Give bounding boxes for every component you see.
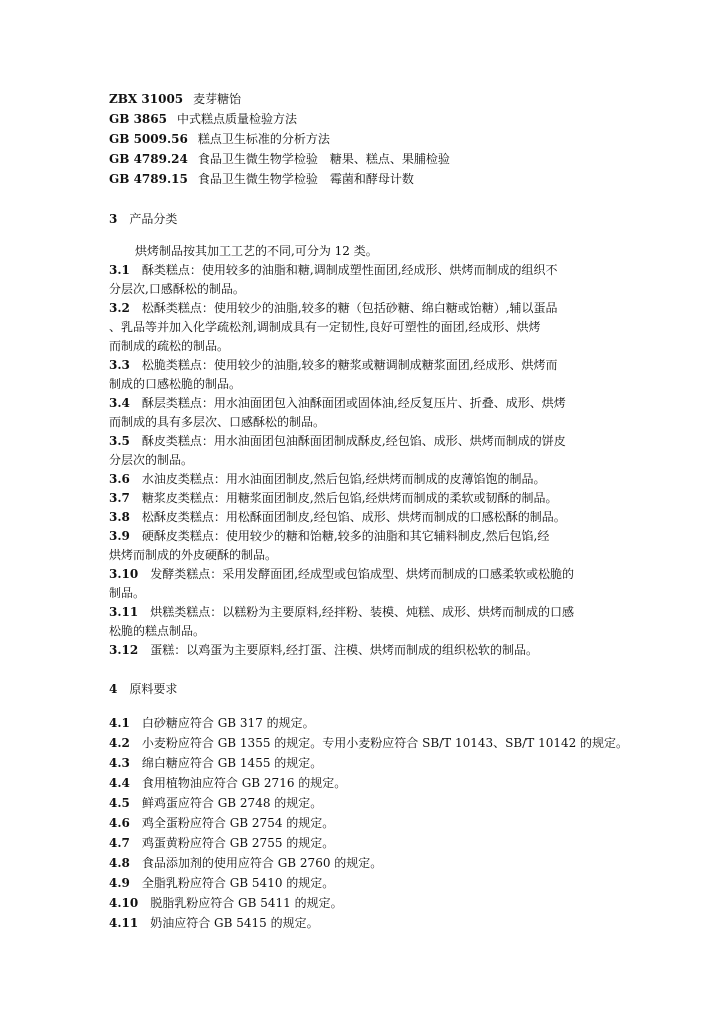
ref-title: 麦芽糖饴 <box>193 92 242 106</box>
ref-line <box>109 152 450 167</box>
section-title: 原料要求 <box>129 682 178 696</box>
clause-text: 酥类糕点：使用较多的油脂和糖,调制成塑性面团,经成形、烘烤而制成的组织不 <box>141 263 558 277</box>
clause-text: 松酥皮类糕点：用松酥面团制皮,经包馅、成形、烘烤而制成的口感松酥的制品。 <box>141 510 566 524</box>
clause-text: 烘糕类糕点：以糕粉为主要原料,经拌粉、装模、炖糕、成形、烘烤而制成的口感 <box>150 605 575 619</box>
ref-code: GB 5009.56 <box>109 132 188 146</box>
section-title: 产品分类 <box>129 212 178 226</box>
clause-text: 鲜鸡蛋应符合 GB 2748 的规定。 <box>141 796 323 810</box>
clause-line <box>109 756 322 771</box>
section-heading <box>109 212 177 227</box>
clause-line <box>109 816 334 831</box>
section-intro: 烘烤制品按其加工工艺的不同,可分为 12 类。 <box>135 244 378 258</box>
clause-text: 水油皮类糕点：用水油面团制皮,然后包馅,经烘烤而制成的皮薄馅饱的制品。 <box>141 472 546 486</box>
clause-text: 脱脂乳粉应符合 GB 5411 的规定。 <box>150 896 343 910</box>
clause-line <box>109 856 382 871</box>
ref-line <box>109 132 330 147</box>
clause-text: 硬酥皮类糕点：使用较少的糖和饴糖,较多的油脂和其它辅料制皮,然后包馅,经 <box>141 529 550 543</box>
clause-line <box>109 434 566 449</box>
clause-line <box>109 605 574 620</box>
clause-text: 酥皮类糕点：用水油面团包油酥面团制成酥皮,经包馅、成形、烘烤而制成的饼皮 <box>141 434 566 448</box>
clause-number: 4.9 <box>109 876 130 890</box>
clause-text: 松酥类糕点：使用较少的油脂,较多的糖（包括砂糖、绵白糖或饴糖）,辅以蛋品 <box>141 301 558 315</box>
clause-line <box>109 796 322 811</box>
clause-number: 4.2 <box>109 736 130 750</box>
clause-line: 、乳品等并加入化学疏松剂,调制成具有一定韧性,良好可塑性的面团,经成形、烘烤 <box>109 320 541 334</box>
clause-line <box>109 396 566 411</box>
clause-line <box>109 358 558 373</box>
clause-number: 3.7 <box>109 491 130 505</box>
clause-text: 小麦粉应符合 GB 1355 的规定。专用小麦粉应符合 SB/T 10143、SB/T 10142 的规定。 <box>141 736 629 750</box>
clause-number: 4.11 <box>109 916 139 930</box>
clause-number: 3.1 <box>109 263 130 277</box>
section-number: 4 <box>109 682 118 696</box>
section-number: 3 <box>109 212 118 226</box>
clause-number: 3.5 <box>109 434 130 448</box>
clause-text: 蛋糕：以鸡蛋为主要原料,经打蛋、注模、烘烤而制成的组织松软的制品。 <box>150 643 539 657</box>
clause-line: 松脆的糕点制品。 <box>109 624 206 638</box>
clause-line <box>109 896 343 911</box>
clause-line <box>109 567 574 582</box>
clause-line: 烘烤而制成的外皮硬酥的制品。 <box>109 548 278 562</box>
ref-title: 糕点卫生标准的分析方法 <box>197 132 330 146</box>
clause-number: 3.4 <box>109 396 130 410</box>
clause-line <box>109 643 538 658</box>
clause-text: 白砂糖应符合 GB 317 的规定。 <box>141 716 315 730</box>
clause-line <box>109 916 319 931</box>
ref-code: GB 4789.24 <box>109 152 188 166</box>
clause-line: 而制成的具有多层次、口感酥松的制品。 <box>109 415 326 429</box>
clause-line <box>109 776 346 791</box>
clause-line <box>109 301 558 316</box>
clause-line: 而制成的疏松的制品。 <box>109 339 230 353</box>
clause-line <box>109 876 334 891</box>
clause-line: 分层次,口感酥松的制品。 <box>109 282 245 296</box>
clause-text: 鸡全蛋粉应符合 GB 2754 的规定。 <box>141 816 335 830</box>
clause-number: 4.7 <box>109 836 130 850</box>
clause-text: 绵白糖应符合 GB 1455 的规定。 <box>141 756 323 770</box>
clause-line <box>109 716 315 731</box>
ref-line <box>109 112 297 127</box>
clause-number: 3.2 <box>109 301 130 315</box>
clause-line: 分层次的制品。 <box>109 453 194 467</box>
clause-text: 全脂乳粉应符合 GB 5410 的规定。 <box>141 876 335 890</box>
ref-line <box>109 172 414 187</box>
clause-line: 制品。 <box>109 586 146 600</box>
clause-line <box>109 529 549 544</box>
clause-text: 松脆类糕点：使用较少的油脂,较多的糖浆或糖调制成糖浆面团,经成形、烘烤而 <box>141 358 558 372</box>
clause-number: 3.11 <box>109 605 139 619</box>
clause-text: 食用植物油应符合 GB 2716 的规定。 <box>141 776 347 790</box>
ref-title: 食品卫生微生物学检验 霉菌和酵母计数 <box>197 172 414 186</box>
clause-text: 糖浆皮类糕点：用糖浆面团制皮,然后包馅,经烘烤而制成的柔软或韧酥的制品。 <box>141 491 558 505</box>
clause-line <box>109 263 558 278</box>
clause-text: 食品添加剂的使用应符合 GB 2760 的规定。 <box>141 856 383 870</box>
clause-line <box>109 491 558 506</box>
clause-number: 4.3 <box>109 756 130 770</box>
clause-text: 发酵类糕点：采用发酵面团,经成型或包馅成型、烘烤而制成的口感柔软或松脆的 <box>150 567 575 581</box>
clause-number: 4.5 <box>109 796 130 810</box>
clause-line <box>109 472 546 487</box>
clause-text: 酥层类糕点：用水油面团包入油酥面团或固体油,经反复压片、折叠、成形、烘烤 <box>141 396 566 410</box>
clause-text: 鸡蛋黄粉应符合 GB 2755 的规定。 <box>141 836 335 850</box>
ref-title: 食品卫生微生物学检验 糖果、糕点、果脯检验 <box>197 152 450 166</box>
ref-code: GB 4789.15 <box>109 172 188 186</box>
clause-number: 4.10 <box>109 896 139 910</box>
clause-line: 制成的口感松脆的制品。 <box>109 377 242 391</box>
clause-text: 奶油应符合 GB 5415 的规定。 <box>150 916 319 930</box>
clause-number: 3.8 <box>109 510 130 524</box>
clause-number: 3.9 <box>109 529 130 543</box>
ref-code: GB 3865 <box>109 112 167 126</box>
clause-number: 4.8 <box>109 856 130 870</box>
clause-number: 3.3 <box>109 358 130 372</box>
clause-number: 4.4 <box>109 776 130 790</box>
clause-line <box>109 510 566 525</box>
clause-number: 4.6 <box>109 816 130 830</box>
clause-line <box>109 736 628 751</box>
clause-number: 4.1 <box>109 716 130 730</box>
ref-code: ZBX 31005 <box>109 92 184 106</box>
clause-line <box>109 836 334 851</box>
ref-line <box>109 92 241 107</box>
section-heading <box>109 682 177 697</box>
ref-title: 中式糕点质量检验方法 <box>176 112 297 126</box>
clause-number: 3.10 <box>109 567 139 581</box>
clause-number: 3.6 <box>109 472 130 486</box>
clause-number: 3.12 <box>109 643 139 657</box>
